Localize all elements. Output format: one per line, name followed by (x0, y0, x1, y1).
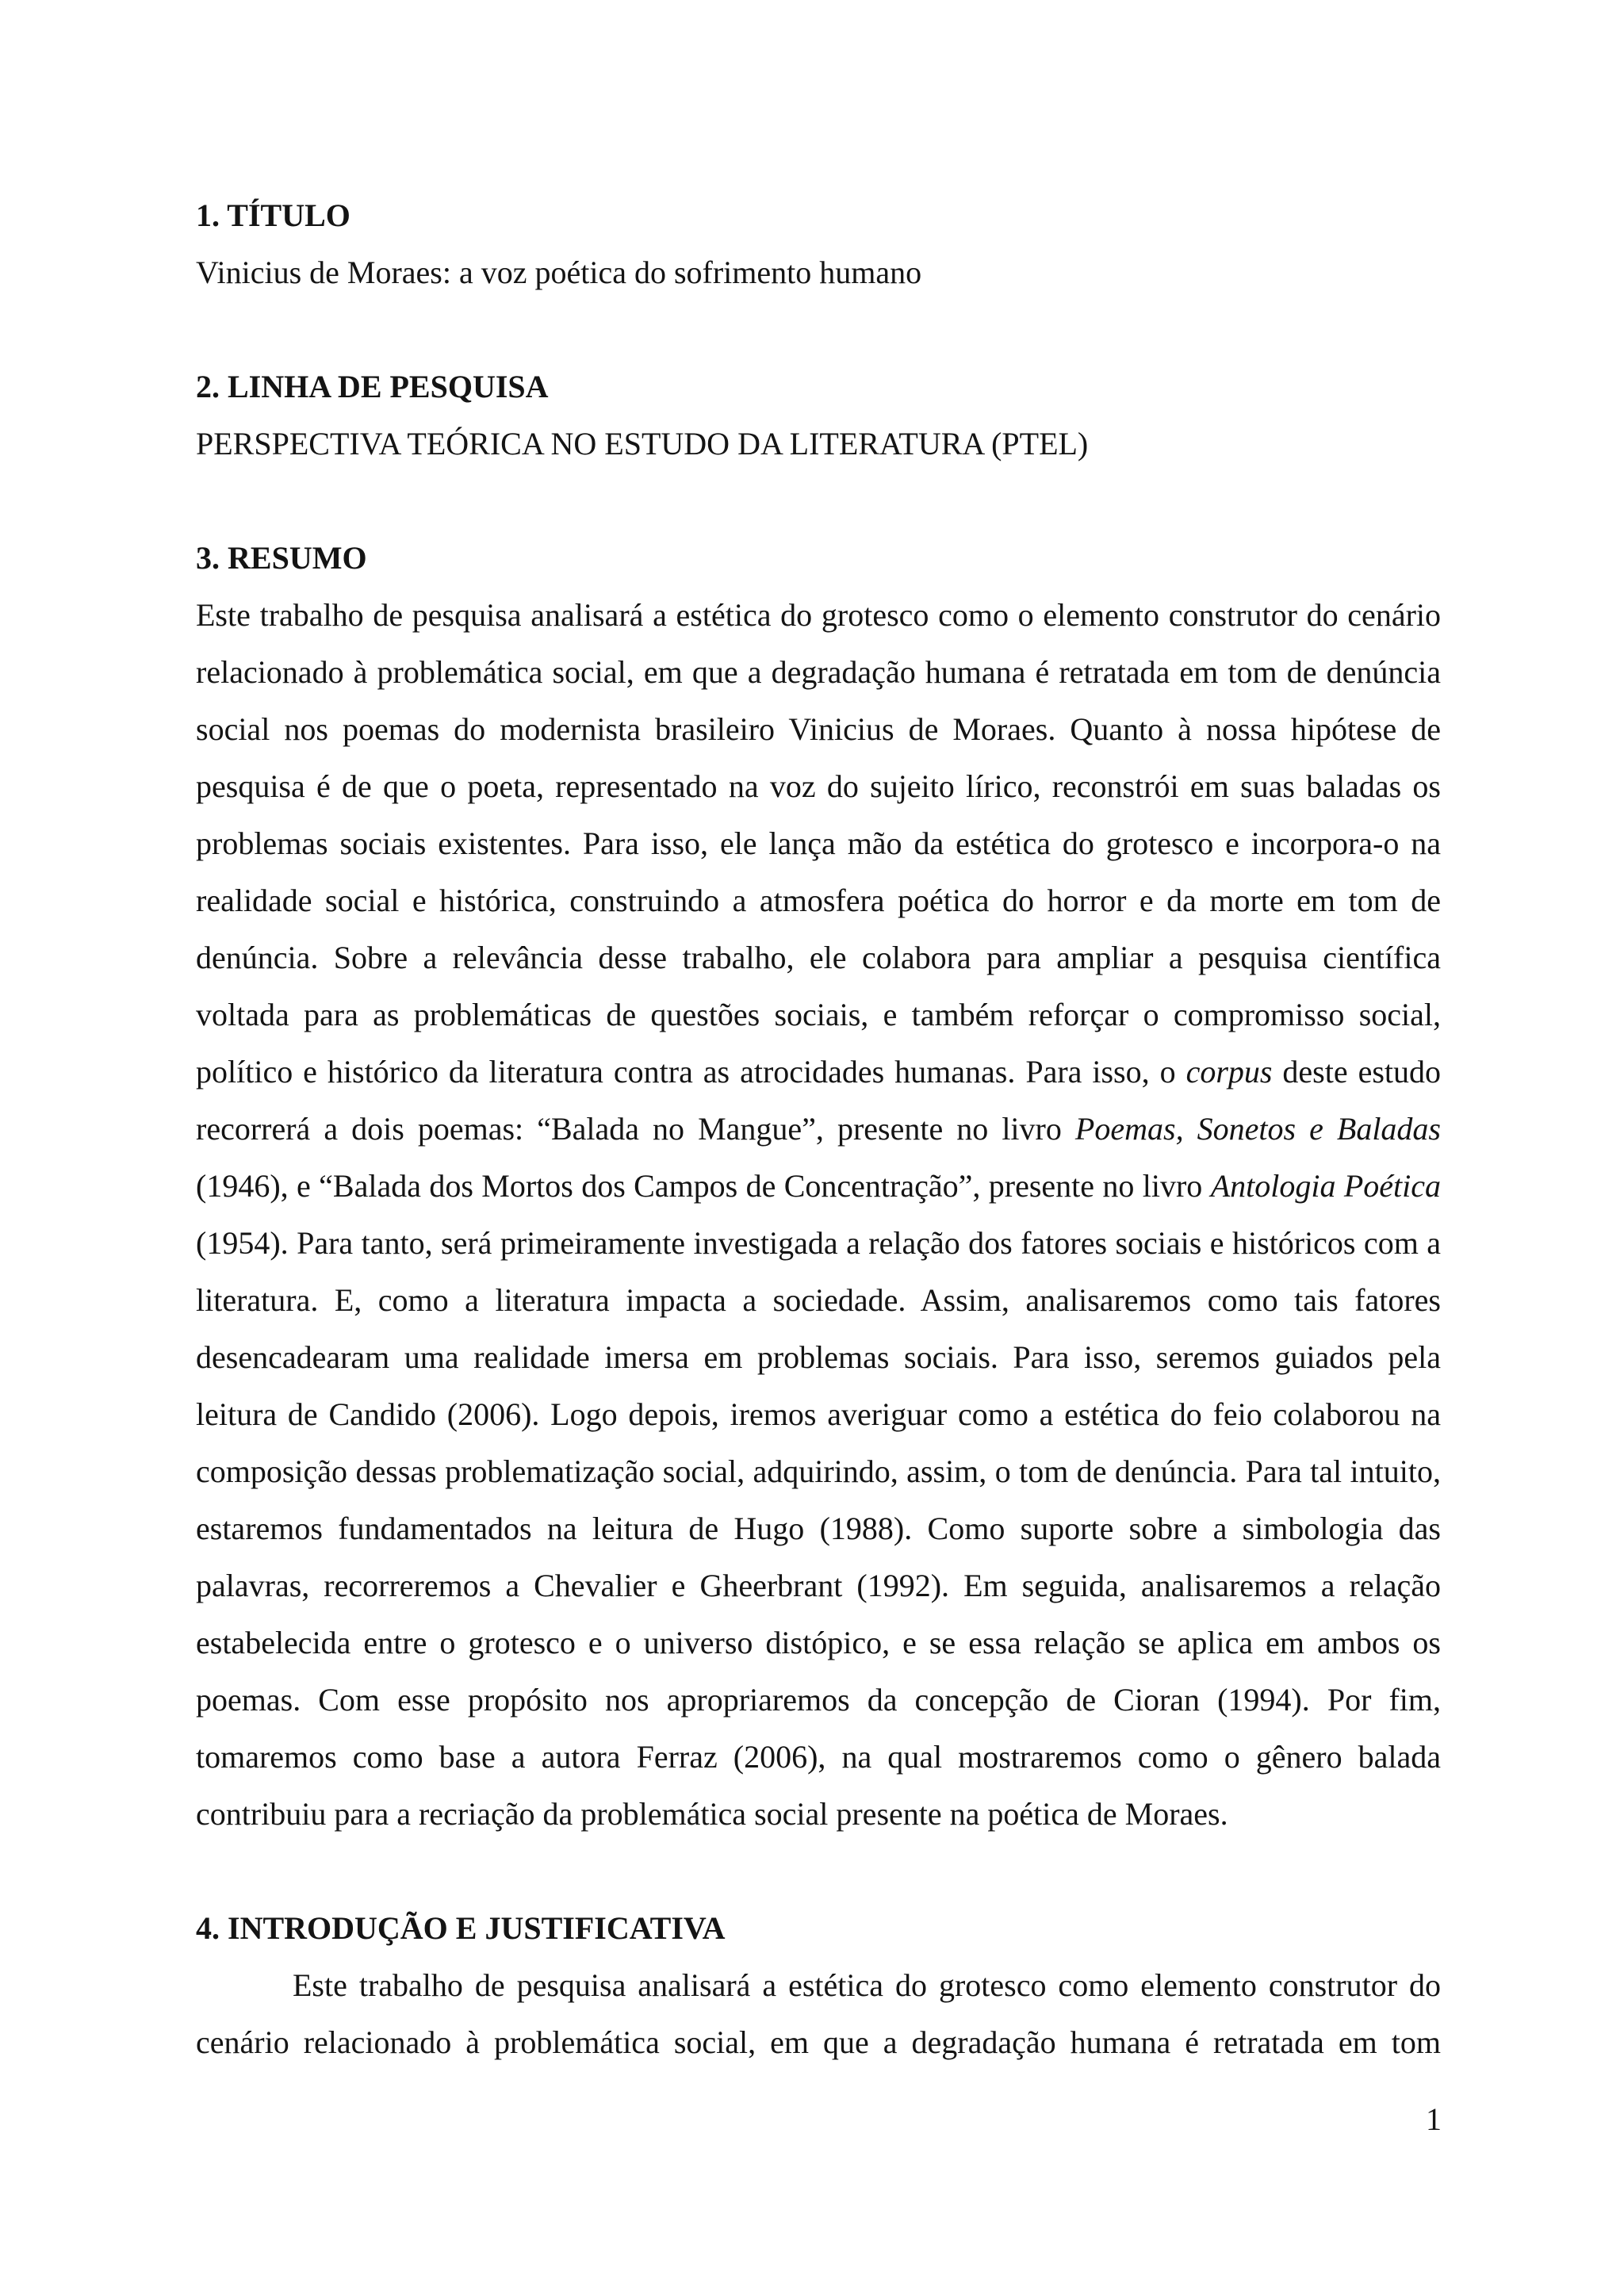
research-title: Vinicius de Moraes: a voz poética do sofrimento humano (196, 255, 922, 290)
introduction-line: cenário relacionado à problemática social, em que a degradação humana é retratada em tom (196, 2024, 1441, 2060)
document-page (196, 187, 1441, 2071)
research-line: PERSPECTIVA TEÓRICA NO ESTUDO DA LITERATURA (PTEL) (196, 426, 1089, 461)
section-introducao (196, 1900, 1441, 2071)
page-number: 1 (1426, 2101, 1442, 2137)
section-heading: 3. RESUMO (196, 540, 367, 576)
section-resumo (196, 530, 1441, 1843)
section-heading: 4. INTRODUÇÃO E JUSTIFICATIVA (196, 1910, 726, 1946)
abstract-text-3: (1946), e “Balada dos Mortos dos Campos de Concentração”, presente no livro (196, 1168, 1203, 1204)
abstract-text-4: (1954). Para tanto, será primeiramente investigada a relação dos fatores sociais e históricos com a literatura. E, como a literatura impacta a sociedade. Assim, analisaremos como tais fatores desencadearam uma realidade imersa em problemas sociais. Para isso, seremos guiados pela leitura de Candido (2006). Logo depois, iremos averiguar como a estética do feio colaborou na composição dessas problematização social, adquirindo, assim, o tom de denúncia. Para tal intuito, estaremos fundamentados na leitura de Hugo (1988). Como suporte sobre a simbologia das palavras, recorreremos a Chevalier e Gheerbrant (1992). Em seguida, analisaremos a relação estabelecida entre o grotesco e o universo distópico, e se essa relação se aplica em ambos os poemas. Com esse propósito nos apropriaremos da concepção de Cioran (1994). Por fim, tomaremos como base a autora Ferraz (2006), na qual mostraremos como o gênero balada contribuiu para a recriação da problemática social presente na poética de Moraes. (196, 1225, 1441, 1832)
section-heading: 1. TÍTULO (196, 197, 350, 233)
abstract-italic-corpus: corpus (1185, 1054, 1273, 1090)
introduction-paragraph (196, 1957, 1441, 2071)
abstract-text-2: deste estudo recorrerá a dois poemas: “Balada no Mangue”, presente no livro (196, 1054, 1442, 1147)
abstract-italic-book-2: Antologia Poética (1210, 1168, 1442, 1204)
introduction-line: Este trabalho de pesquisa analisará a estética do grotesco como elemento construtor do (293, 1967, 1441, 2003)
abstract-italic-book-1: Poemas, Sonetos e Baladas (1074, 1111, 1441, 1147)
section-linha-de-pesquisa (196, 358, 1441, 473)
section-titulo (196, 187, 1441, 301)
abstract-text-1: Este trabalho de pesquisa analisará a estética do grotesco como o elemento construtor do cenário relacionado à problemática social, em que a degradação humana é retratada em tom de denúncia social nos poemas do modernista brasileiro Vinicius de Moraes. Quanto à nossa hipótese de pesquisa é de que o poeta, representado na voz do sujeito lírico, reconstrói em suas baladas os problemas sociais existentes. Para isso, ele lança mão da estética do grotesco e incorpora-o na realidade social e histórica, construindo a atmosfera poética do horror e da morte em tom de denúncia. Sobre a relevância desse trabalho, ele colabora para ampliar a pesquisa científica voltada para as problemáticas de questões sociais, e também reforçar o compromisso social, político e histórico da literatura contra as atrocidades humanas. Para isso, o (196, 597, 1441, 1090)
section-heading: 2. LINHA DE PESQUISA (196, 369, 549, 404)
abstract-paragraph (196, 587, 1441, 1843)
